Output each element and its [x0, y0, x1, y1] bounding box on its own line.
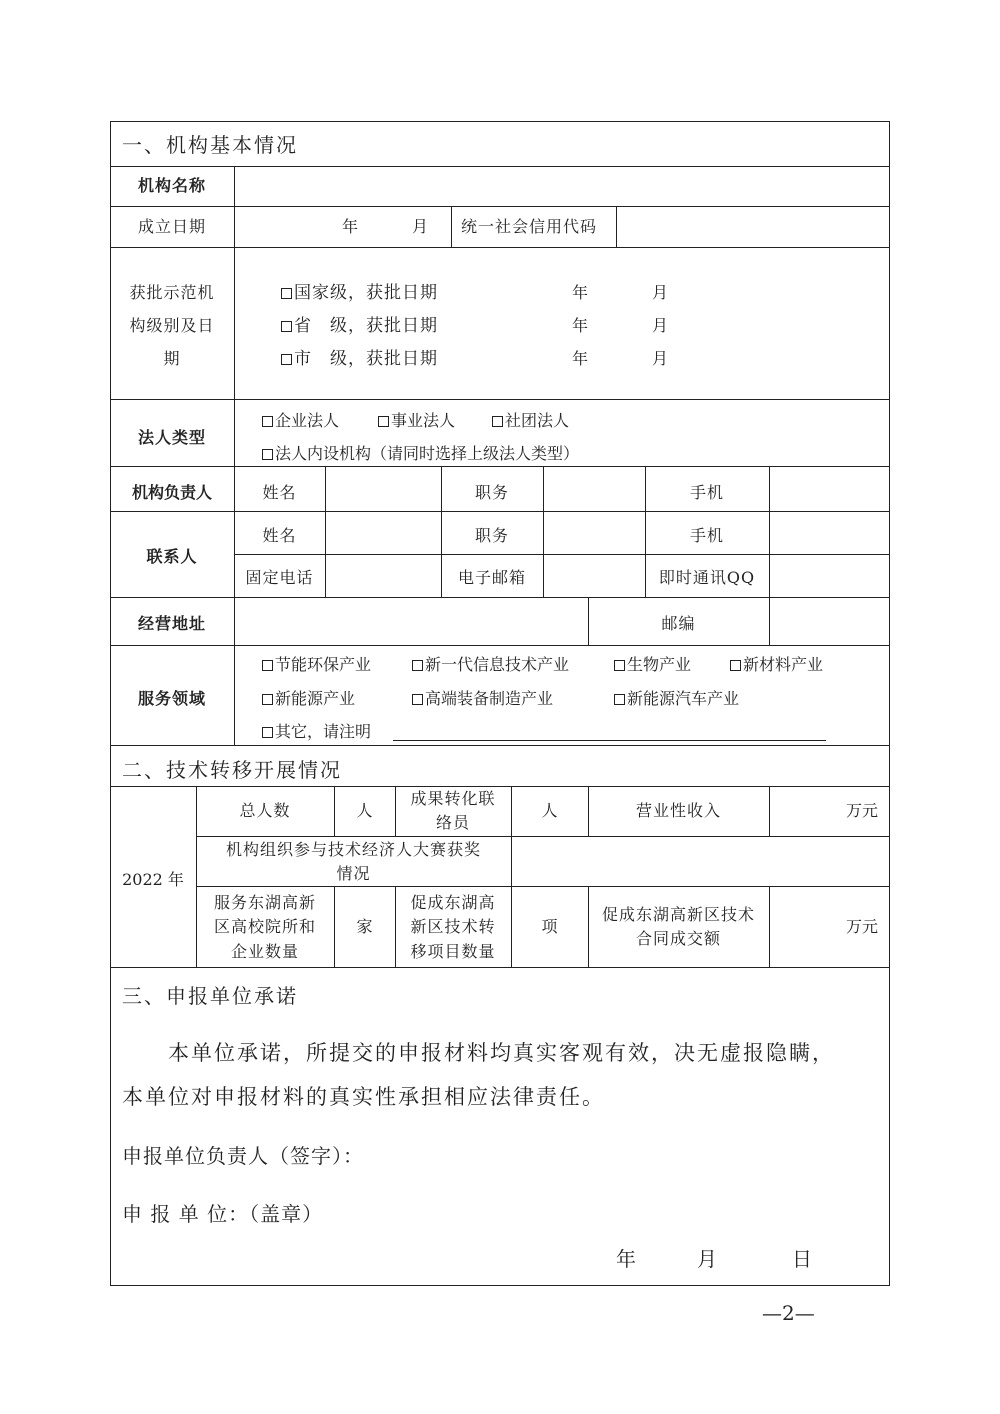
section-1-title: 一、机构基本情况: [122, 133, 298, 157]
row-line: [110, 597, 890, 598]
checkbox[interactable]: [730, 660, 741, 671]
checkbox[interactable]: [281, 354, 292, 365]
level-national: 国家级，获批日期: [281, 283, 438, 303]
found-month-label: 月: [412, 217, 429, 236]
col-line: [769, 786, 770, 836]
serve-label-line2: 区高校院所和: [213, 917, 316, 936]
row-line: [234, 554, 890, 555]
sign-line: 申报单位负责人（签字）：: [122, 1144, 364, 1168]
contest-label-line2: 情况: [336, 864, 371, 883]
postcode-label: 邮编: [661, 614, 696, 633]
serve-label-line3: 企业数量: [230, 942, 299, 961]
legal-opt-internal: 法人内设机构（请同时选择上级法人类型）: [262, 444, 579, 464]
col-line: [234, 166, 235, 745]
approval-label-line1: 获批示范机: [129, 283, 215, 302]
col-line: [769, 886, 770, 967]
date-month: 月: [697, 1247, 719, 1271]
level-city-month: 月: [652, 349, 669, 368]
service-opt-bio: 生物产业: [614, 655, 691, 675]
col-line: [325, 466, 326, 597]
col-line: [616, 206, 617, 247]
head-mobile-label: 手机: [689, 483, 724, 502]
contract-label-line1: 促成东湖高新区技术: [601, 905, 755, 924]
checkbox[interactable]: [281, 288, 292, 299]
liaison-label-line1: 成果转化联: [410, 789, 496, 808]
landline-label: 固定电话: [245, 568, 314, 587]
row-line: [110, 206, 890, 207]
checkbox[interactable]: [262, 449, 273, 460]
email-label: 电子邮箱: [457, 568, 526, 587]
contact-name-label: 姓名: [262, 526, 297, 545]
checkbox[interactable]: [262, 694, 273, 705]
col-line: [769, 597, 770, 645]
date-day: 日: [792, 1247, 814, 1271]
address-label: 经营地址: [137, 614, 206, 633]
service-opt-energy: 节能环保产业: [262, 655, 371, 675]
year-label: 2022 年: [122, 870, 184, 889]
promote-label-line2: 新区技术转: [410, 917, 496, 936]
service-opt-ev: 新能源汽车产业: [614, 689, 739, 709]
legal-opt-association: 社团法人: [492, 411, 569, 431]
row-line: [110, 399, 890, 400]
row-line: [110, 247, 890, 248]
legal-opt-enterprise: 企业法人: [262, 411, 339, 431]
level-national-year: 年: [572, 283, 589, 302]
promote-label-line3: 移项目数量: [410, 942, 496, 961]
row-line: [196, 836, 890, 837]
date-year: 年: [616, 1247, 638, 1271]
approval-label-line3: 期: [163, 349, 181, 368]
contact-mobile-label: 手机: [689, 526, 724, 545]
unit-wan-2: 万元: [846, 917, 879, 936]
checkbox[interactable]: [412, 694, 423, 705]
serve-label-line1: 服务东湖高新: [213, 893, 316, 912]
col-line: [511, 836, 512, 886]
col-line: [769, 466, 770, 597]
unit-person-2: 人: [541, 801, 558, 820]
legal-type-label: 法人类型: [137, 428, 206, 447]
checkbox[interactable]: [378, 416, 389, 427]
unit-person-1: 人: [356, 801, 373, 820]
service-opt-other: 其它，请注明: [262, 722, 371, 742]
head-position-label: 职务: [474, 483, 509, 502]
commit-paragraph-line2: 本单位对申报材料的真实性承担相应法律责任。: [122, 1085, 605, 1109]
unit-jia: 家: [356, 917, 373, 936]
section-2-title: 二、技术转移开展情况: [122, 758, 342, 782]
level-province-month: 月: [652, 316, 669, 335]
level-national-month: 月: [652, 283, 669, 302]
page-number: —2—: [762, 1301, 815, 1325]
total-staff-label: 总人数: [239, 801, 291, 820]
credit-code-label: 统一社会信用代码: [461, 217, 598, 236]
head-name-label: 姓名: [262, 483, 297, 502]
im-label: 即时通讯QQ: [658, 568, 756, 587]
promote-label-line1: 促成东湖高: [410, 893, 496, 912]
contract-label-line2: 合同成交额: [635, 929, 721, 948]
row-line: [110, 645, 890, 646]
contest-label-line1: 机构组织参与技术经济人大赛获奖: [225, 840, 481, 859]
legal-opt-institution: 事业法人: [378, 411, 455, 431]
row-line: [110, 466, 890, 467]
contact-label: 联系人: [146, 547, 198, 566]
unit-xiang: 项: [541, 917, 558, 936]
seal-line: 申 报 单 位：（盖章）: [122, 1202, 324, 1226]
level-city: 市 级，获批日期: [281, 349, 438, 369]
checkbox[interactable]: [412, 660, 423, 671]
service-opt-equipment: 高端装备制造产业: [412, 689, 553, 709]
service-opt-material: 新材料产业: [730, 655, 823, 675]
checkbox[interactable]: [262, 727, 273, 738]
checkbox[interactable]: [614, 694, 625, 705]
found-date-label: 成立日期: [137, 217, 206, 236]
row-line: [110, 511, 890, 512]
head-label: 机构负责人: [131, 483, 212, 502]
section-3-title: 三、申报单位承诺: [122, 984, 298, 1008]
service-label: 服务领域: [137, 689, 206, 708]
found-year-label: 年: [342, 217, 359, 236]
col-line: [588, 886, 589, 967]
checkbox[interactable]: [262, 416, 273, 427]
checkbox[interactable]: [281, 321, 292, 332]
approval-label-line2: 构级别及日: [129, 316, 215, 335]
service-opt-newenergy: 新能源产业: [262, 689, 355, 709]
service-opt-it: 新一代信息技术产业: [412, 655, 569, 675]
revenue-label: 营业性收入: [635, 801, 721, 820]
other-fill-line[interactable]: [393, 740, 826, 741]
checkbox[interactable]: [492, 416, 503, 427]
contact-position-label: 职务: [474, 526, 509, 545]
unit-wan-1: 万元: [846, 801, 879, 820]
checkbox[interactable]: [614, 660, 625, 671]
row-line: [110, 967, 890, 968]
row-line: [110, 166, 890, 167]
checkbox[interactable]: [262, 660, 273, 671]
col-line: [543, 466, 544, 597]
liaison-label-line2: 络员: [435, 813, 470, 832]
commit-paragraph-line1: 本单位承诺，所提交的申报材料均真实客观有效，决无虚报隐瞒，: [168, 1041, 835, 1065]
row-line: [110, 745, 890, 746]
row-line: [110, 786, 890, 787]
org-name-label: 机构名称: [137, 176, 206, 195]
level-province: 省 级，获批日期: [281, 316, 438, 336]
col-line: [451, 206, 452, 247]
level-city-year: 年: [572, 349, 589, 368]
row-line: [196, 886, 890, 887]
level-province-year: 年: [572, 316, 589, 335]
